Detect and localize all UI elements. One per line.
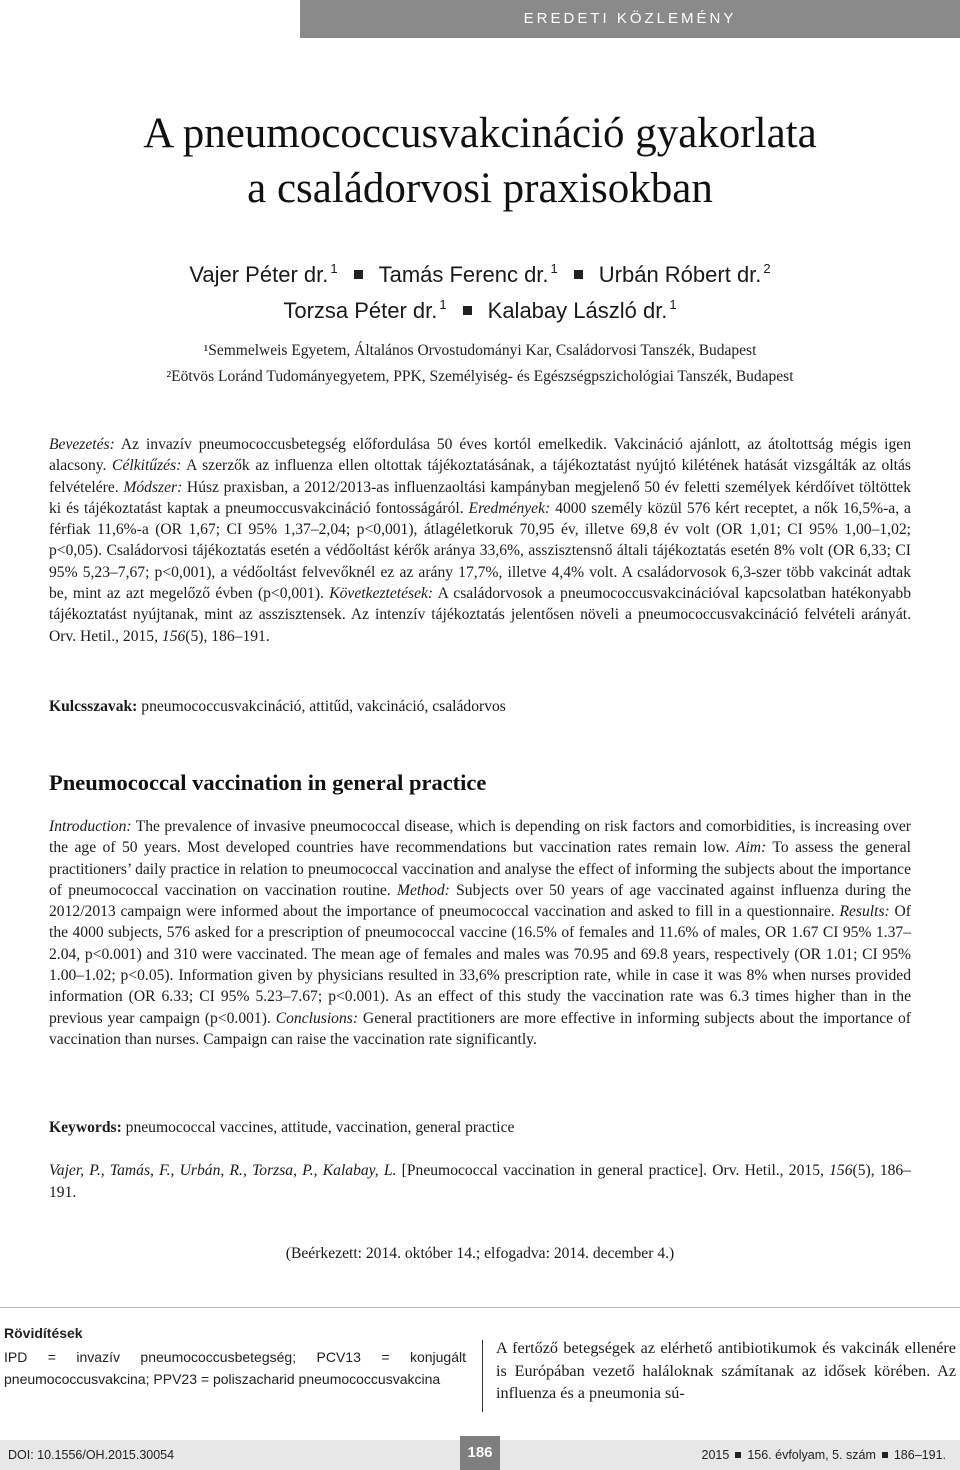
abstract-intro-text: Az invazív pneumococcusbetegség előfordulása 50 éves kortól emelkedik. Vakcináció ajánlott, az átoltottság mégis igen alacsony.: [49, 436, 911, 475]
abstract-conclusions-text: A családorvosok a pneumococcusvakcinációval kapcsolatban hatékonyabb tájékoztatást nyújtanak, mint az asszisztensek. Az intenzív tájékoztatás jelentősen növeli a pneumococcusvakcináció felvételi arányát. Orv. Hetil., 2015,: [49, 585, 912, 645]
article-title-line-2: a családorvosi praxisokban: [247, 165, 713, 212]
abstract-label-conclusions: Következtetések:: [329, 585, 434, 603]
affiliation-mark: 1: [439, 297, 447, 312]
footer-year: 2015: [701, 1448, 730, 1462]
abstract-hungarian: [49, 434, 911, 647]
affiliation-1: ¹Semmelweis Egyetem, Általános Orvostudományi Kar, Családorvosi Tanszék, Budapest: [203, 342, 757, 359]
keywords-label: Kulcsszavak:: [49, 698, 138, 715]
affiliation-mark: 1: [330, 261, 338, 276]
citation-pages: (5), 186–191.: [49, 1162, 912, 1201]
abstract-results-text: Of the 4000 subjects, 576 asked for a prescription of pneumococcal vaccine (16.5% of females and 11.6% of males, OR 1.67 CI 95% 1.37–2.04, p<0.001) and 310 were vaccinated. The mean age of females and males was 70.95 and 69.8 years, respectively (OR 1.01; CI 95% 1.00–1.02; p<0.05). Information given by physicians resulted in 33,6% prescription rate, while in case it was 8% when nurses provided information (OR 6.33; CI 95% 5.23–7.67; p<0.001). As an effect of this study the vaccination rate was 6.3 times higher than in the previous year campaign (p<0.001).: [49, 903, 911, 1027]
abstract-label-aim: Aim:: [735, 839, 767, 857]
page-footer: [0, 1440, 960, 1470]
abstract-aim-text: To assess the general practitioners’ daily practice in relation to pneumococcal vaccination and analyse the effect of informing the subjects about the importance of pneumococcal vaccination on vaccination routine.: [49, 839, 911, 899]
abstract-label-intro: Introduction:: [49, 818, 132, 835]
author-list: [40, 254, 920, 326]
page-number: 186: [460, 1436, 500, 1470]
keywords-english: [49, 1117, 911, 1139]
abstract-results-text: 4000 személy közül 576 kért receptet, a nők 16,5%-a, a férfiak 11,6%-a (OR 1,67; CI 95% 1,37–2,04; p<0,001), átlagéletkoruk 70,95 év, illetve 69,8 év volt (OR 1,01; CI 95% 1,00–1,02; p<0,05). Családorvosi tájékoztatás esetén a védőoltást kérők aránya 33,6%, asszisztensnő általi tájékoztatás esetén 8% volt (OR 6,33; CI 95% 5,23–7,67; p<0,001), a védőoltást felvevőknél ez az arány 17,7%, illetve 4,4% volt. A családorvosok 6,3-szer több vakcinát adtak be, mint az azt megelőző évben (p<0,001).: [49, 499, 911, 603]
separator-square-icon: [882, 1452, 888, 1458]
citation-volume: 156: [161, 627, 186, 645]
separator-square-icon: [463, 306, 472, 315]
citation-volume: 156: [829, 1162, 853, 1179]
author-name: Tamás Ferenc dr.: [378, 262, 549, 287]
received-dates: (Beérkezett: 2014. október 14.; elfogadva: 2014. december 4.): [285, 1245, 675, 1262]
abbreviations-box: [4, 1322, 466, 1390]
abstract-label-results: Eredmények:: [468, 499, 551, 517]
abstract-aim-text: A szerzők az influenza ellen oltottak tájékoztatásának, a tájékoztatást nyújtó kilétének hatását vizsgálták az oltás felvételére.: [49, 457, 911, 496]
abstract-label-aim: Célkitűzés:: [112, 457, 182, 475]
abstract-method-text: Subjects over 50 years of age vaccinated against influenza during the 2012/2013 campaign were informed about the importance of pneumococcal vaccination and asked to fill in a questionnaire.: [49, 881, 911, 921]
abstract-label-method: Method:: [397, 881, 450, 899]
author-name: Kalabay László dr.: [487, 298, 668, 323]
author-name: Vajer Péter dr.: [189, 262, 329, 287]
abstract-english: [49, 816, 911, 1050]
author-line-2: [40, 290, 920, 326]
abbreviations-text: IPD = invazív pneumococcusbetegség; PCV13 = konjugált pneumococcusvakcina; PPV23 = poliszacharid pneumococcusvakcina: [4, 1349, 466, 1387]
abstract-label-conclusions: Conclusions:: [275, 1009, 359, 1027]
footer-pages: 186–191.: [893, 1448, 946, 1462]
body-intro-text: A fertőző betegségek az elérhető antibiotikumok és vakcinák ellenére is Európában vezető haláloknak számítanak az idősek körében. Az influenza és a pneumonia sú-: [496, 1339, 956, 1402]
keywords-hungarian: [49, 696, 911, 718]
author-name: Urbán Róbert dr.: [598, 262, 762, 287]
footer-issue: [702, 1448, 946, 1462]
citation-pages: (5), 186–191.: [185, 627, 270, 645]
abstract-intro-text: The prevalence of invasive pneumococcal disease, which is depending on risk factors and comorbidities, is increasing over the age of 50 years. Most developed countries have recommendations but vaccination rates remain low.: [49, 818, 911, 857]
footer-volume: 156. évfolyam, 5. szám: [747, 1448, 876, 1462]
abstract-label-intro: Bevezetés:: [49, 436, 115, 453]
english-title: Pneumococcal vaccination in general practice: [49, 770, 487, 795]
column-divider: [482, 1340, 483, 1412]
article-title-line-1: A pneumococcusvakcináció gyakorlata: [143, 110, 817, 157]
keywords-text: pneumococcal vaccines, attitude, vaccination, general practice: [121, 1119, 515, 1136]
citation: [49, 1160, 911, 1204]
separator-square-icon: [574, 270, 583, 279]
keywords-label: Keywords:: [49, 1119, 122, 1136]
separator-square-icon: [735, 1452, 741, 1458]
keywords-text: pneumococcusvakcináció, attitűd, vakcináció, családorvos: [137, 698, 506, 715]
author-line-1: [40, 254, 920, 290]
abstract-label-method: Módszer:: [123, 478, 183, 496]
affiliation-mark: 2: [763, 261, 771, 276]
section-tag: EREDETI KÖZLEMÉNY: [300, 0, 960, 38]
abstract-method-text: Húsz praxisban, a 2012/2013-as influenzaoltási kampányban megjelenő 50 év feletti személyek kérdőívet töltöttek ki és tájékoztatást kaptak a pneumoccusvakcináció fontosságáról.: [49, 478, 912, 517]
affiliation-mark: 1: [550, 261, 558, 276]
affiliation-mark: 1: [669, 297, 677, 312]
divider: [0, 1307, 960, 1308]
footer-doi: DOI: 10.1556/OH.2015.30054: [8, 1448, 175, 1462]
affiliation-2: ²Eötvös Loránd Tudományegyetem, PPK, Személyiség- és Egészségpszichológiai Tanszék, Budapest: [166, 368, 794, 385]
abbreviations-heading: Rövidítések: [4, 1325, 83, 1341]
abstract-label-results: Results:: [839, 903, 890, 921]
author-name: Torzsa Péter dr.: [283, 298, 438, 323]
citation-text: [Pneumococcal vaccination in general practice]. Orv. Hetil., 2015,: [396, 1162, 830, 1179]
separator-square-icon: [354, 270, 363, 279]
article-title: [40, 106, 920, 216]
abstract-conclusions-text: General practitioners are more effective in informing subjects about the importance of vaccination than nurses. Campaign can raise the vaccination rate significantly.: [49, 1009, 911, 1048]
affiliations: [40, 338, 920, 390]
citation-authors: Vajer, P., Tamás, F., Urbán, R., Torzsa, P., Kalabay, L.: [49, 1162, 397, 1179]
